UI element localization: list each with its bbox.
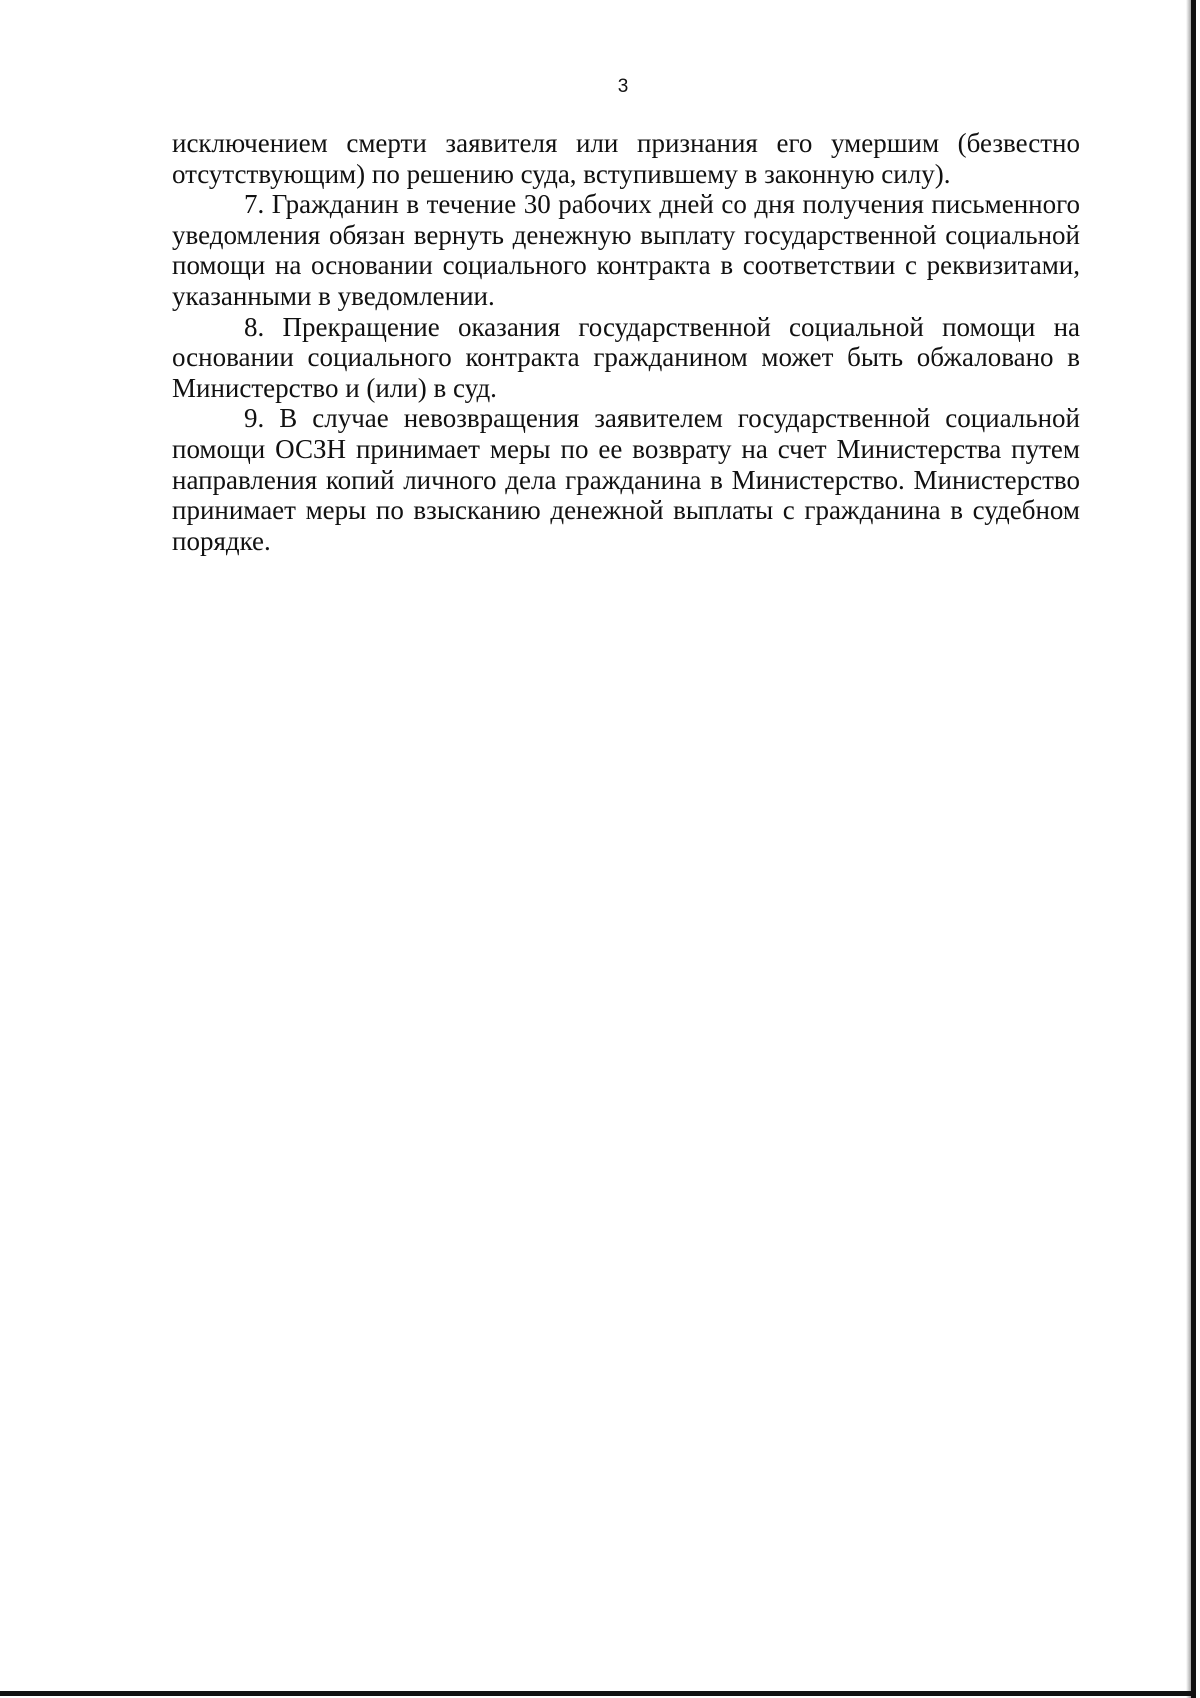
scan-border-right bbox=[1191, 0, 1196, 1698]
paragraph-item-7: 7. Гражданин в течение 30 рабочих дней со дня получения письменного уведомления обязан вернуть денежную выплату государственной социальной помощи на основании социального контракта в соответствии с реквизитами, указанными в уведомлении. bbox=[172, 189, 1080, 311]
document-body bbox=[172, 128, 1080, 556]
paragraph-continuation: исключением смерти заявителя или признания его умершим (безвестно отсутствующим) по решению суда, вступившему в законную силу). bbox=[172, 128, 1080, 189]
page-number: 3 bbox=[617, 76, 629, 97]
scan-border-bottom bbox=[0, 1691, 1196, 1696]
paragraph-item-8: 8. Прекращение оказания государственной социальной помощи на основании социального контракта гражданином может быть обжаловано в Министерство и (или) в суд. bbox=[172, 311, 1080, 403]
paragraph-item-9: 9. В случае невозвращения заявителем государственной социальной помощи ОСЗН принимает меры по ее возврату на счет Министерства путем направления копий личного дела гражданина в Министерство. Министерство принимает меры по взысканию денежной выплаты с гражданина в судебном порядке. bbox=[172, 403, 1080, 556]
